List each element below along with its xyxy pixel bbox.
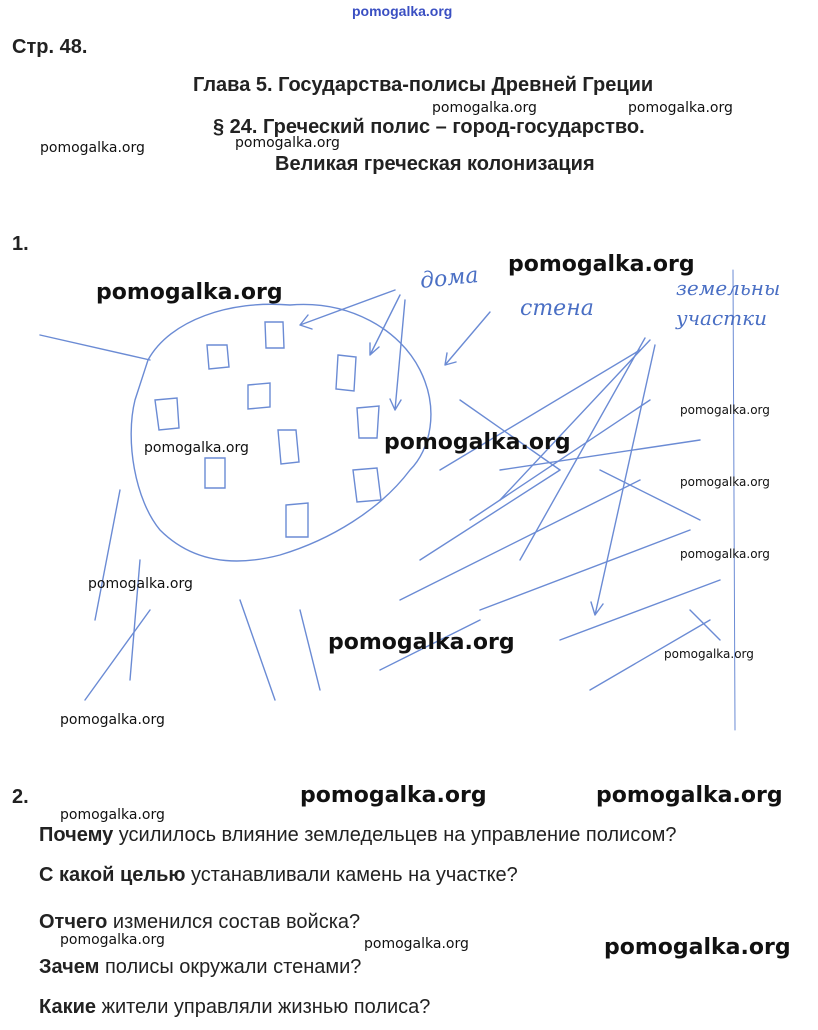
question-4 xyxy=(39,956,361,979)
arrow-line xyxy=(445,312,490,365)
label-land-2: участки xyxy=(676,306,767,330)
watermark: pomogalka.org xyxy=(680,403,770,417)
question-keyword: Какие xyxy=(39,996,97,1018)
house-shape xyxy=(286,503,308,537)
question-1 xyxy=(39,824,676,847)
task-1-number: 1. xyxy=(12,233,29,255)
house-shape xyxy=(248,383,270,409)
arrow-line xyxy=(370,295,400,355)
house-shape xyxy=(207,345,229,369)
site-watermark-top[interactable]: pomogalka.org xyxy=(352,3,453,19)
land-plot-line xyxy=(85,610,150,700)
watermark: pomogalka.org xyxy=(384,430,571,455)
page-reference: Стр. 48. xyxy=(12,36,88,58)
question-5 xyxy=(39,996,430,1019)
house-shape xyxy=(278,430,299,464)
land-plot-line xyxy=(560,580,720,640)
watermark: pomogalka.org xyxy=(680,547,770,561)
watermark: pomogalka.org xyxy=(604,935,791,960)
label-wall: стена xyxy=(520,296,594,321)
arrow-line xyxy=(390,300,405,410)
question-text: полисы окружали стенами? xyxy=(99,956,362,978)
watermark: pomogalka.org xyxy=(328,630,515,655)
house-shape xyxy=(336,355,356,391)
watermark: pomogalka.org xyxy=(432,100,537,116)
section-title: § 24. Греческий полис – город-государство. xyxy=(213,116,645,138)
land-plot-line xyxy=(470,400,650,520)
question-text: устанавливали камень на участке? xyxy=(185,864,518,886)
watermark: pomogalka.org xyxy=(60,932,165,948)
arrow-line xyxy=(300,290,395,329)
question-keyword: Зачем xyxy=(39,956,100,978)
house-shape xyxy=(205,458,225,488)
watermark: pomogalka.org xyxy=(235,135,340,151)
land-plot-line xyxy=(420,470,560,560)
question-keyword: Отчего xyxy=(39,911,108,933)
question-text: изменился состав войска? xyxy=(107,911,361,933)
label-land-1: земельны xyxy=(676,276,781,300)
watermark: pomogalka.org xyxy=(680,475,770,489)
question-keyword: Почему xyxy=(39,824,114,846)
land-plot-line xyxy=(480,530,690,610)
watermark: pomogalka.org xyxy=(364,936,469,952)
question-3 xyxy=(39,911,360,934)
watermark: pomogalka.org xyxy=(596,783,783,808)
land-plot-line xyxy=(400,480,640,600)
chapter-title: Глава 5. Государства-полисы Древней Греции xyxy=(193,74,654,96)
label-houses: дома xyxy=(418,263,480,294)
watermark: pomogalka.org xyxy=(144,440,249,456)
house-shape xyxy=(265,322,284,348)
section-subtitle: Великая греческая колонизация xyxy=(275,153,595,175)
watermark: pomogalka.org xyxy=(96,280,283,305)
land-plot-line xyxy=(40,335,150,360)
question-keyword: С какой целью xyxy=(39,864,186,886)
land-plot-line xyxy=(240,600,275,700)
question-text: жители управляли жизнью полиса? xyxy=(96,996,431,1018)
margin-line xyxy=(733,270,735,730)
question-text: усилилось влияние земледельцев на управление полисом? xyxy=(113,824,677,846)
watermark: pomogalka.org xyxy=(60,807,165,823)
watermark: pomogalka.org xyxy=(300,783,487,808)
house-shape xyxy=(357,406,379,438)
watermark: pomogalka.org xyxy=(88,576,193,592)
arrow-line xyxy=(591,345,655,615)
land-plot-line xyxy=(95,490,120,620)
house-shape xyxy=(155,398,179,430)
land-plot-line xyxy=(690,610,720,640)
question-2 xyxy=(39,864,518,887)
house-shape xyxy=(353,468,381,502)
watermark: pomogalka.org xyxy=(60,712,165,728)
watermark: pomogalka.org xyxy=(664,647,754,661)
land-plot-line xyxy=(300,610,320,690)
watermark: pomogalka.org xyxy=(40,140,145,156)
watermark: pomogalka.org xyxy=(508,252,695,277)
watermark: pomogalka.org xyxy=(628,100,733,116)
task-2-number: 2. xyxy=(12,786,29,808)
